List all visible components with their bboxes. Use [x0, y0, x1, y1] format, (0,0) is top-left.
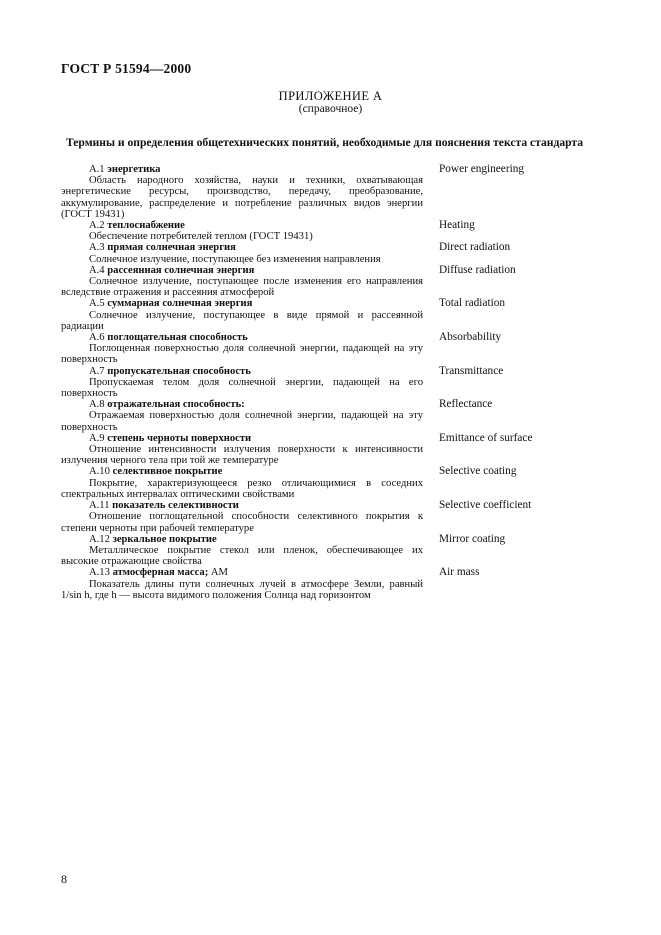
term-abbreviation: AM	[210, 567, 228, 579]
term-heading-line	[61, 242, 423, 253]
term-entry	[61, 500, 606, 534]
term-definition: Область народного хозяйства, науки и техники, охватывающая энергетические ресурсы, производство, передачу, преобразование, аккумулирование, распределение и потребление различных видов энергии (ГОСТ 19431)	[61, 175, 423, 220]
term-definition: Отношение поглощательной способности селективного покрытия к степени черноты при рабочей температуре	[61, 511, 423, 534]
term-definition: Отражаемая поверхностью доля солнечной энергии, падающей на эту поверхность	[61, 410, 423, 433]
term-definition: Пропускаемая телом доля солнечной энергии, падающей на его поверхность	[61, 376, 423, 400]
term-english: Transmittance	[439, 364, 504, 377]
term-english: Selective coating	[439, 465, 517, 478]
term-russian-block	[61, 534, 423, 568]
term-name: теплоснабжение	[107, 220, 185, 232]
term-english: Heating	[439, 219, 475, 232]
term-english: Selective coefficient	[439, 499, 532, 512]
term-russian-block	[61, 500, 423, 534]
term-name: суммарная солнечная энергия	[107, 298, 253, 310]
term-definition: Солнечное излучение, поступающее в виде прямой и рассеянной радиации	[61, 309, 423, 332]
term-definition: Поглощенная поверхностью доля солнечной энергии, падающей на эту поверхность	[61, 343, 423, 366]
term-russian-block	[61, 265, 423, 299]
term-heading-line	[61, 466, 423, 477]
term-english: Absorbability	[439, 331, 502, 344]
term-russian-block	[61, 399, 423, 433]
term-name: отражательная способность:	[107, 399, 245, 411]
term-heading-line	[61, 164, 423, 175]
page-number: 8	[61, 872, 67, 886]
term-heading-line	[61, 298, 423, 309]
term-number: А.7	[89, 365, 105, 377]
term-entry	[61, 433, 606, 467]
term-name: зеркальное покрытие	[112, 533, 217, 545]
term-russian-block	[61, 567, 423, 601]
term-english: Diffuse radiation	[439, 263, 516, 276]
term-number: А.12	[89, 533, 110, 545]
appendix-note: (справочное)	[298, 103, 363, 115]
term-heading-line	[61, 534, 423, 545]
term-entry	[61, 220, 606, 242]
term-heading-line	[61, 366, 423, 377]
term-name: степень черноты поверхности	[107, 432, 252, 444]
term-heading-line	[61, 220, 423, 231]
term-english: Emittance of surface	[439, 431, 533, 444]
term-number: А.4	[89, 264, 105, 276]
term-russian-block	[61, 164, 423, 220]
term-name: энергетика	[107, 164, 161, 175]
term-entry	[61, 534, 606, 568]
term-entry	[61, 265, 606, 299]
term-english: Air mass	[439, 566, 480, 579]
section-heading: Термины и определения общетехнических понятий, необходимые для пояснения текста стандарта	[66, 136, 584, 149]
term-russian-block	[61, 366, 423, 400]
term-heading-line	[61, 433, 423, 444]
term-name: рассеянная солнечная энергия	[107, 264, 255, 276]
term-heading-line	[61, 332, 423, 343]
term-entry	[61, 242, 606, 264]
term-definition: Солнечное излучение, поступающее без изменения направления	[89, 253, 381, 265]
term-number: А.8	[89, 399, 105, 411]
term-heading-line	[61, 500, 423, 511]
term-definition: Обеспечение потребителей теплом (ГОСТ 19431)	[89, 231, 313, 243]
term-english: Total radiation	[439, 297, 506, 310]
terms-list	[61, 164, 606, 601]
term-number: А.10	[89, 466, 110, 478]
term-definition: Металлическое покрытие стекол или пленок, обеспечивающее их высокие отражающие свойства	[61, 544, 423, 568]
term-english: Direct radiation	[439, 241, 511, 254]
term-number: А.3	[89, 242, 105, 254]
term-entry	[61, 567, 606, 601]
term-name: пропускательная способность	[107, 365, 251, 377]
term-number: А.5	[89, 298, 105, 310]
term-number: А.2	[89, 220, 105, 232]
term-russian-block	[61, 433, 423, 467]
term-definition: Покрытие, характеризующееся резко отличающимися в соседних спектральных интервалах оптическими свойствами	[61, 477, 423, 500]
term-number: А.11	[89, 500, 110, 512]
term-entry	[61, 466, 606, 500]
appendix-title: ПРИЛОЖЕНИЕ А	[278, 89, 383, 103]
term-heading-line	[61, 567, 423, 578]
term-number: А.13	[89, 567, 110, 579]
term-entry	[61, 298, 606, 332]
term-definition: Солнечное излучение, поступающее после изменения его направления вследствие отражения и рассеяния атмосферой	[61, 276, 423, 299]
term-english: Power engineering	[439, 163, 525, 175]
term-number: А.6	[89, 332, 105, 344]
term-russian-block	[61, 332, 423, 366]
term-name: селективное покрытие	[112, 466, 223, 478]
term-name: атмосферная масса;	[112, 567, 209, 579]
term-russian-block	[61, 298, 423, 332]
term-definition: Отношение интенсивности излучения поверхности к интенсивности излучения черного тела при той же температуре	[61, 444, 423, 467]
term-name: показатель селективности	[112, 500, 239, 512]
term-russian-block	[61, 220, 423, 242]
term-number: А.1	[89, 164, 105, 175]
term-name: поглощательная способность	[107, 332, 248, 344]
term-heading-line	[61, 265, 423, 276]
document-code: ГОСТ Р 51594—2000	[61, 61, 192, 76]
term-number: А.9	[89, 432, 105, 444]
term-name: прямая солнечная энергия	[107, 242, 236, 254]
term-entry	[61, 366, 606, 400]
term-english: Reflectance	[439, 398, 493, 411]
term-heading-line	[61, 399, 423, 410]
term-entry	[61, 164, 606, 220]
term-entry	[61, 399, 606, 433]
term-definition: Показатель длины пути солнечных лучей в атмосфере Земли, равный 1/sin h, где h — высота видимого положения Солнца над горизонтом	[61, 578, 423, 601]
term-russian-block	[61, 466, 423, 500]
term-english: Mirror coating	[439, 532, 506, 545]
term-russian-block	[61, 242, 423, 264]
term-entry	[61, 332, 606, 366]
